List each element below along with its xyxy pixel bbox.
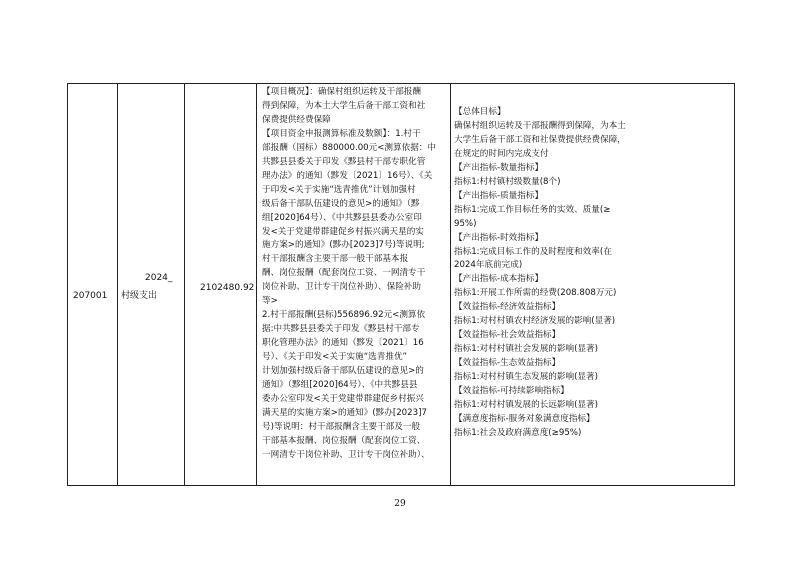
- content-line: 发<关于党建带群建促乡村振兴满天星的实: [262, 226, 424, 237]
- row-name-line1: 2024_: [145, 273, 173, 283]
- table-border-left: [67, 83, 68, 486]
- content-line: 干部基本报酬、岗位报酬（配套岗位工资、: [262, 435, 426, 446]
- goal-line: 指标1:对村村镇发展的长远影响(显著): [454, 400, 598, 411]
- content-line: 部报酬（国标）880000.00元<测算依据：中: [262, 142, 436, 153]
- content-line: 号）、《关于印发<关于实施“选青推优”: [262, 352, 408, 363]
- row-name-line2: 村级支出: [121, 291, 158, 301]
- goal-line: 指标1:对村村镇生态发展的影响(显著): [454, 372, 598, 383]
- content-line: 据:中共黟县县委关于印发《黟县村干部专: [262, 324, 420, 335]
- content-line: 委办公室印发<关于党建带群建促乡村振兴: [262, 393, 424, 404]
- content-line: 号)等说明：村干部报酬含主要干部及一般: [262, 421, 421, 432]
- goal-line: 指标1:对村村镇农村经济发展的影响(显著): [454, 316, 616, 327]
- goal-line: 【总体目标】: [454, 107, 506, 117]
- content-line: 【项目资金申报测算标准及数额】：1.村干: [262, 128, 421, 139]
- goal-line: 指标1:对村村镇社会发展的影响(显著): [454, 344, 598, 355]
- content-line: 共黟县县委关于印发《黟县村干部专职化管: [262, 156, 426, 167]
- goal-line: 确保村组织运转及干部报酬得到保障，为本土: [454, 120, 626, 131]
- row-content: [262, 86, 448, 463]
- content-line: 理办法》的通知（黟发〔2021〕16号）、《关: [262, 170, 433, 181]
- table-border-bottom: [67, 485, 735, 486]
- goal-line: 95%): [454, 218, 477, 229]
- content-line: 2.村干部报酬(县标)556896.92元<测算依: [262, 310, 426, 321]
- goal-line: 大学生后备干部工资和社保费提供经费保障，: [454, 134, 626, 145]
- content-line: 村干部报酬含主要干部一般干部基本报: [262, 254, 409, 265]
- table-divider-3: [256, 83, 257, 486]
- goal-line: 【产出指标-时效指标】: [454, 232, 544, 243]
- page-number: 29: [394, 499, 406, 509]
- goal-line: 【效益指标-可持续影响指标】: [454, 386, 569, 397]
- content-line: 级后备干部队伍建设的意见>的通知》（黟: [262, 198, 420, 209]
- row-goals: [454, 106, 732, 441]
- table-divider-1: [117, 83, 118, 486]
- content-line: 酬、岗位报酬（配套岗位工资、一网清专干: [262, 268, 426, 279]
- content-line: 等>: [262, 296, 278, 307]
- goal-line: 指标1:社会及政府满意度(≥95%): [454, 427, 582, 438]
- goal-line: 指标1:开展工作所需的经费(208.808万元): [454, 288, 617, 299]
- goal-line: 指标1:村村镇村级数量(8个): [454, 176, 561, 187]
- goal-line: 【产出指标-数量指标】: [454, 162, 544, 173]
- goal-line: 【产出指标-质量指标】: [454, 190, 544, 201]
- table-divider-2: [184, 83, 185, 486]
- goal-line: 指标1:完成目标工作的及时程度和效率(在: [454, 246, 612, 257]
- goal-line: 【效益指标-社会效益指标】: [454, 330, 561, 341]
- content-line: 职化管理办法》的通知（黟发〔2021〕16: [262, 338, 424, 349]
- goal-line: 指标1:完成工作目标任务的实效、质量(≥: [454, 204, 611, 215]
- content-line: 岗位补助、卫计专干岗位补助）、保险补助: [262, 282, 421, 293]
- content-line: 【项目概况】：确保村组织运转及干部报酬: [262, 87, 421, 97]
- goal-line: 【满意度指标-服务对象满意度指标】: [454, 413, 595, 424]
- goal-line: 【产出指标-成本指标】: [454, 274, 544, 285]
- content-line: 于印发<关于实施“选青推优”计划加强村: [262, 184, 416, 195]
- content-line: 保费提供经费保障: [262, 114, 331, 125]
- content-line: 满天星的实施方案>的通知》(黟办[2023]7: [262, 407, 427, 418]
- goal-line: 在规定的时间内完成支付: [454, 148, 549, 159]
- content-line: 计划加强村级后备干部队伍建设的意见>的: [262, 366, 424, 377]
- goal-line: 2024年底前完成): [454, 260, 523, 271]
- row-amount: 2102480.92: [200, 283, 255, 293]
- content-line: 组[2020]64号）、《中共黟县县委办公室印: [262, 212, 422, 223]
- goal-line: 【效益指标-生态效益指标】: [454, 358, 561, 369]
- table-border-right: [734, 83, 735, 486]
- content-line: 得到保障，为本土大学生后备干部工资和社: [262, 100, 426, 111]
- table-border-top: [67, 83, 735, 84]
- table-divider-4: [450, 83, 451, 486]
- content-line: 一网清专干岗位补助、卫计专干岗位补助）、: [262, 449, 430, 460]
- content-line: 通知》（黟组[2020]64号）、《中共黟县县: [262, 380, 418, 391]
- row-code: 207001: [73, 291, 108, 301]
- goal-line: 【效益指标-经济效益指标】: [454, 302, 561, 313]
- content-line: 施方案>的通知》(黟办[2023]7号)等说明;: [262, 240, 425, 251]
